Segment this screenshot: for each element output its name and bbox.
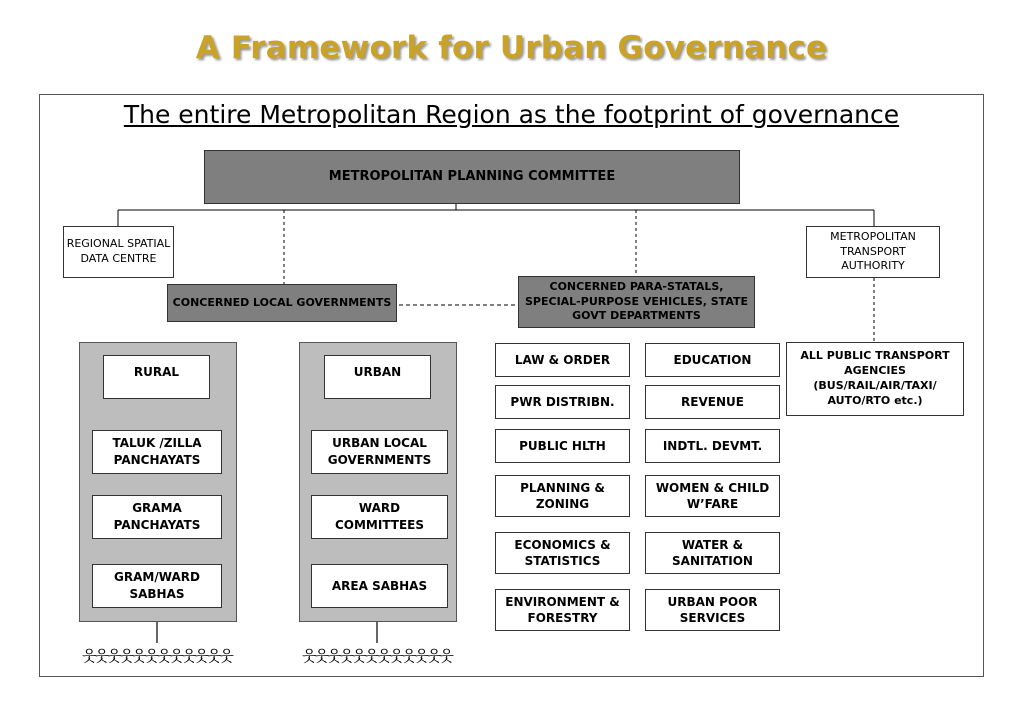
urban-local-governments: URBAN LOCAL GOVERNMENTS (311, 430, 448, 474)
page-title: A Framework for Urban Governance (195, 30, 828, 66)
public-transport-agencies: ALL PUBLIC TRANSPORT AGENCIES (BUS/RAIL/AIR/TAXI/ AUTO/RTO etc.) (786, 342, 964, 416)
dept-education: EDUCATION (645, 343, 780, 377)
urban-header: URBAN (324, 355, 431, 399)
dept-water-sanitation: WATER & SANITATION (645, 532, 780, 574)
concerned-parastatals: CONCERNED PARA-STATALS, SPECIAL-PURPOSE VEHICLES, STATE GOVT DEPARTMENTS (518, 276, 755, 328)
rural-header: RURAL (103, 355, 210, 399)
dept-public-health: PUBLIC HLTH (495, 429, 630, 463)
taluk-zilla-panchayats: TALUK /ZILLA PANCHAYATS (92, 430, 222, 474)
concerned-local-governments: CONCERNED LOCAL GOVERNMENTS (167, 284, 397, 322)
metropolitan-transport-authority: METROPOLITAN TRANSPORT AUTHORITY (806, 226, 940, 278)
dept-industrial-development: INDTL. DEVMT. (645, 429, 780, 463)
dept-planning-zoning: PLANNING & ZONING (495, 475, 630, 517)
rural-citizens-icon: 웃웃웃웃웃웃웃웃웃웃웃웃 (82, 647, 232, 665)
dept-revenue: REVENUE (645, 385, 780, 419)
grama-panchayats: GRAMA PANCHAYATS (92, 495, 222, 539)
dept-women-child-welfare: WOMEN & CHILD W’FARE (645, 475, 780, 517)
area-sabhas: AREA SABHAS (311, 564, 448, 608)
gram-ward-sabhas: GRAM/WARD SABHAS (92, 564, 222, 608)
dept-law-order: LAW & ORDER (495, 343, 630, 377)
dept-urban-poor-services: URBAN POOR SERVICES (645, 589, 780, 631)
dept-environment-forestry: ENVIRONMENT & FORESTRY (495, 589, 630, 631)
urban-citizens-icon: 웃웃웃웃웃웃웃웃웃웃웃웃 (302, 647, 452, 665)
dept-power-distribution: PWR DISTRIBN. (495, 385, 630, 419)
metropolitan-planning-committee: METROPOLITAN PLANNING COMMITTEE (204, 150, 740, 204)
regional-spatial-data-centre: REGIONAL SPATIAL DATA CENTRE (63, 226, 174, 278)
diagram-subtitle: The entire Metropolitan Region as the footprint of governance (123, 100, 900, 129)
dept-economics-statistics: ECONOMICS & STATISTICS (495, 532, 630, 574)
ward-committees: WARD COMMITTEES (311, 495, 448, 539)
